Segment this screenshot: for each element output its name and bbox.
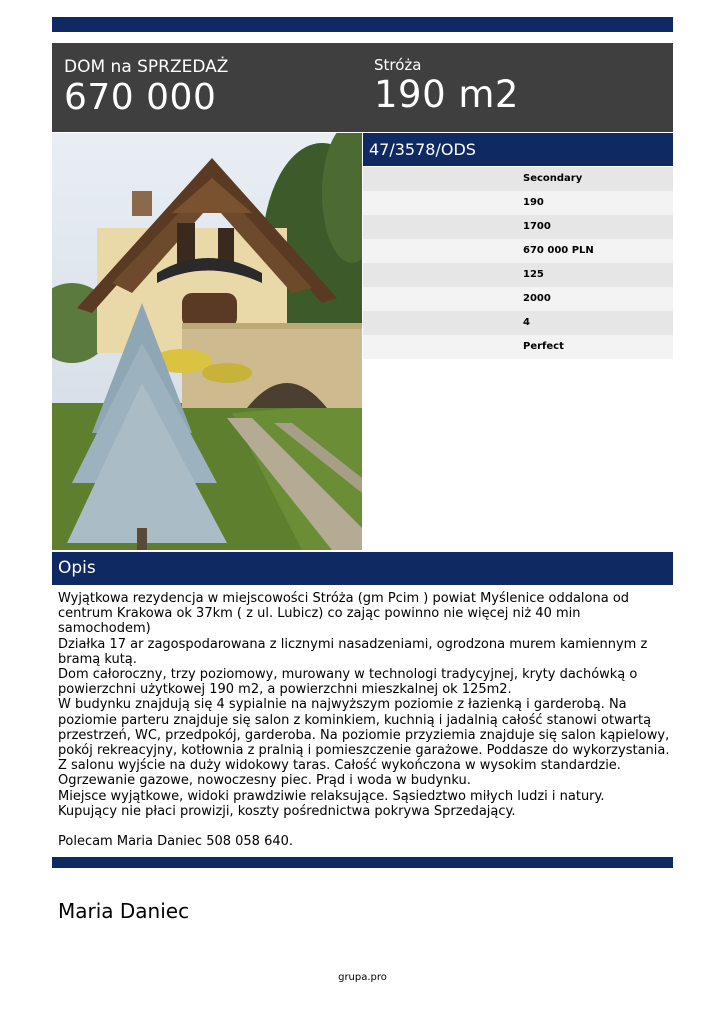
spec-rooms: 4	[523, 317, 530, 328]
spec-market: Secondary	[523, 173, 583, 184]
description-paragraph: Działka 17 ar zagospodarowana z licznymi nasadzeniami, ogrodzona murem kamiennym z bramą kutą.	[58, 636, 648, 667]
spec-row	[363, 287, 673, 311]
reference-number: 47/3578/ODS	[369, 140, 476, 159]
spec-price: 670 000 PLN	[523, 245, 594, 256]
spec-row	[363, 263, 673, 287]
spec-year: 2000	[523, 293, 551, 304]
spec-living-area: 125	[523, 269, 544, 280]
agent-name: Maria Daniec	[58, 899, 190, 923]
description-body	[58, 591, 670, 849]
top-accent-bar	[52, 17, 673, 32]
area: 190 m2	[374, 73, 519, 116]
spec-row	[363, 167, 673, 191]
description-title: Opis	[58, 558, 96, 578]
spec-row	[363, 191, 673, 215]
spec-row	[363, 335, 673, 359]
spec-area: 190	[523, 197, 544, 208]
spec-condition: Perfect	[523, 341, 564, 352]
description-paragraph: Miejsce wyjątkowe, widoki prawdziwie relaksujące. Sąsiedztwo miłych ludzi i natury.	[58, 788, 605, 804]
spec-row	[363, 239, 673, 263]
description-paragraph: Dom całoroczny, trzy poziomowy, murowany w technologi tradycyjnej, kryty dachówką o powierzchni użytkowej 190 m2, a powierzchni mieszkalnej ok 125m2.	[58, 667, 638, 698]
description-paragraph: W budynku znajdują się 4 sypialnie na najwyższym poziomie z łazienką i garderobą. Na poziomie parteru znajduje się salon z kominkiem, kuchnią i jadalnią całość stanowi otwartą przestrzeń, WC, przedpokój, garderoba. Na poziomie przyziemia znajduje się salon kąpielowy, pokój rekreacyjny, kotłownia z pralnią i pomieszczenie garażowe. Poddasze do wykorzystania.	[58, 697, 670, 759]
spec-row	[363, 311, 673, 335]
contact-line: Polecam Maria Daniec 508 058 640.	[58, 834, 294, 850]
price: 670 000	[64, 77, 217, 118]
footer-site[interactable]: grupa.pro	[338, 972, 387, 983]
specs-table	[363, 167, 673, 359]
spacer	[58, 819, 670, 834]
description-paragraph: Kupujący nie płaci prowizji, koszty pośrednictwa pokrywa Sprzedający.	[58, 803, 516, 819]
spec-plot: 1700	[523, 221, 551, 232]
spec-row	[363, 215, 673, 239]
bottom-accent-bar	[52, 857, 673, 868]
description-header	[52, 552, 673, 585]
description-paragraph: Z salonu wyjście na duży widokowy taras. Całość wykończona w wysokim standardzie. Ogrzewanie gazowe, nowoczesny piec. Prąd i woda w budynku.	[58, 758, 621, 789]
house-photo	[52, 133, 362, 550]
city: Stróża	[374, 56, 422, 74]
reference-header	[363, 133, 673, 166]
listing-header	[52, 43, 673, 132]
description-paragraph: Wyjątkowa rezydencja w miejscowości Stróża (gm Pcim ) powiat Myślenice oddalona od centrum Krakowa ok 37km ( z ul. Lubicz) co zając powinno nie więcej niż 40 min samochodem)	[58, 591, 630, 637]
offer-type: DOM na SPRZEDAŻ	[64, 57, 229, 77]
